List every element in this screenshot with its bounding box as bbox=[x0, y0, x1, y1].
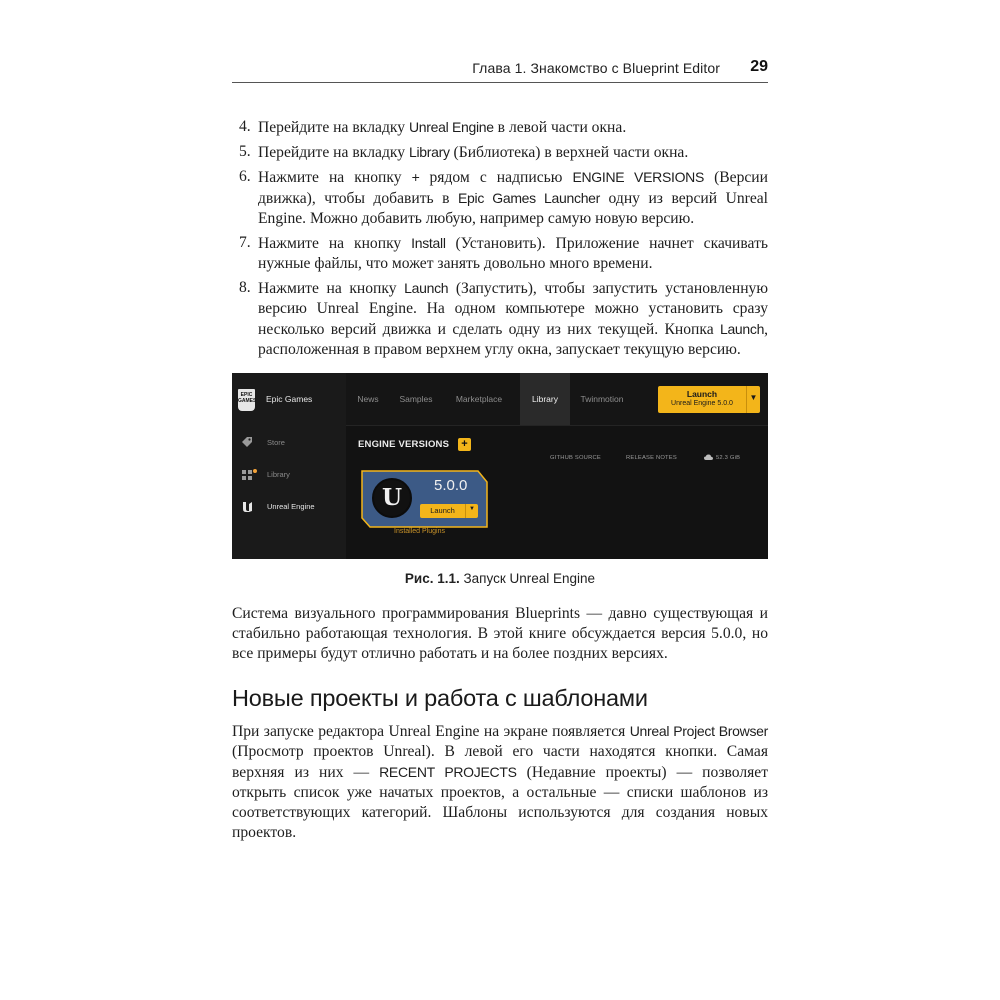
sidebar-item-store[interactable] bbox=[240, 435, 344, 453]
tab-news[interactable]: News bbox=[357, 394, 379, 404]
tab-twinmotion[interactable]: Twinmotion bbox=[580, 394, 624, 404]
grid-icon bbox=[240, 468, 254, 482]
epic-games-logo[interactable] bbox=[238, 389, 255, 411]
tab-library[interactable]: Library bbox=[520, 373, 570, 425]
ui-term: + bbox=[411, 169, 420, 185]
body-paragraph-2 bbox=[232, 721, 768, 843]
body-paragraph: Система визуального программирования Blueprints — давно существующая и стабильно работающая технология. В этой книге обсуждается версия 5.0.0, но все примеры будут отлично работать и на более поздних версиях. bbox=[232, 605, 768, 662]
step-number: 6. bbox=[239, 168, 251, 185]
caption-text: Запуск Unreal Engine bbox=[459, 571, 596, 586]
chapter-title: Глава 1. Знакомство с Blueprint Editor bbox=[472, 60, 720, 76]
text-run: (Недавние проекты) — позволяет открыть список уже начатых проектов, а остальные — списки шаблонов из соответствующих категорий. Шаблоны используются для создания новых проектов. bbox=[232, 764, 769, 841]
chevron-down-icon[interactable]: ▼ bbox=[749, 393, 758, 402]
figure-caption bbox=[232, 571, 768, 586]
ui-term: Install bbox=[411, 235, 446, 251]
sidebar-item-label: Store bbox=[267, 438, 285, 447]
launch-button[interactable] bbox=[658, 386, 760, 413]
launch-button-label: Launch bbox=[686, 389, 718, 399]
epic-logo-text: EPIC GAMES bbox=[238, 392, 257, 404]
sidebar-item-unreal-engine[interactable] bbox=[240, 499, 344, 517]
text-run: (Библиотека) в верхней части окна. bbox=[449, 144, 689, 161]
ui-term: Epic Games Launcher bbox=[458, 190, 601, 206]
text-run: (Версии движка), чтобы добавить в bbox=[258, 169, 768, 207]
launcher-brand: Epic Games bbox=[266, 394, 313, 404]
running-header bbox=[232, 58, 768, 83]
step-number: 8. bbox=[239, 279, 251, 296]
text-run: (Запустить), чтобы запустить установленную версию Unreal Engine. На одном компьютере можно установить сразу несколько версий движка и сделать одну из них текущей. Кнопка bbox=[258, 280, 768, 338]
text-run: одну из версий Unreal Engine. Можно добавить любую, например самую новую версию. bbox=[258, 190, 768, 227]
sidebar-item-label: Library bbox=[267, 470, 290, 479]
ui-term: Unreal Project Browser bbox=[629, 723, 769, 739]
text-run: Нажмите на кнопку bbox=[258, 280, 405, 297]
card-launch-button[interactable] bbox=[420, 504, 478, 518]
text-run: (Просмотр проектов Unreal). В левой его части находятся кнопки. Самая верхняя из них — bbox=[232, 743, 768, 781]
launcher-topbar bbox=[346, 373, 768, 426]
engine-version-number: 5.0.0 bbox=[434, 477, 468, 494]
sidebar-item-library[interactable] bbox=[240, 467, 344, 485]
ui-term: Launch bbox=[719, 321, 765, 337]
text-run: Перейдите на вкладку bbox=[258, 144, 409, 161]
engine-version-card[interactable] bbox=[360, 470, 488, 528]
text-run: , расположенная в правом верхнем углу окна, запускает текущую версию. bbox=[258, 321, 768, 358]
text-run: При запуске редактора Unreal Engine на экране появляется bbox=[232, 723, 630, 740]
chevron-down-icon[interactable]: ▼ bbox=[469, 506, 475, 512]
release-notes-link[interactable]: RELEASE NOTES bbox=[626, 455, 677, 461]
launcher-sidebar bbox=[232, 373, 346, 559]
text-run: в левой части окна. bbox=[493, 119, 627, 136]
installed-plugins-link[interactable]: Installed Plugins bbox=[394, 528, 445, 535]
launch-button-version: Unreal Engine 5.0.0 bbox=[671, 400, 733, 407]
unreal-engine-logo-icon: U bbox=[372, 478, 412, 518]
step-item bbox=[232, 142, 768, 163]
cloud-download-icon bbox=[704, 454, 713, 461]
tab-samples[interactable]: Samples bbox=[399, 394, 433, 404]
step-number: 7. bbox=[239, 234, 251, 251]
text-run: Нажмите на кнопку bbox=[258, 235, 412, 252]
step-number: 4. bbox=[239, 118, 251, 135]
caption-label: Рис. 1.1. bbox=[404, 571, 460, 586]
steps-list bbox=[232, 117, 768, 364]
step-item bbox=[232, 167, 768, 229]
engine-versions-title: ENGINE VERSIONS bbox=[358, 439, 450, 450]
ui-term: RECENT PROJECTS bbox=[379, 764, 517, 780]
ui-term: Unreal Engine bbox=[408, 119, 494, 135]
tab-marketplace[interactable]: Marketplace bbox=[455, 394, 503, 404]
section-heading: Новые проекты и работа с шаблонами bbox=[232, 685, 648, 711]
ui-term: Library bbox=[408, 144, 450, 160]
step-number: 5. bbox=[239, 143, 251, 160]
text-run: Перейдите на вкладку bbox=[258, 119, 409, 136]
figure-launcher-screenshot bbox=[232, 373, 768, 559]
notification-dot bbox=[253, 469, 257, 473]
text-run: рядом с надписью bbox=[419, 169, 573, 186]
step-item bbox=[232, 233, 768, 274]
unreal-logo-icon bbox=[240, 500, 254, 514]
install-size: 52.3 GiB bbox=[716, 455, 741, 461]
step-item bbox=[232, 117, 768, 138]
sidebar-item-label: Unreal Engine bbox=[267, 502, 315, 511]
text-run: (Установить). Приложение начнет скачивать нужные файлы, что может занять довольно много времени. bbox=[258, 235, 768, 272]
tag-icon bbox=[240, 436, 254, 450]
github-source-link[interactable]: GITHUB SOURCE bbox=[550, 455, 601, 461]
card-launch-label: Launch bbox=[430, 506, 455, 515]
add-engine-version-button[interactable]: + bbox=[458, 438, 471, 451]
page-number: 29 bbox=[750, 58, 768, 75]
text-run: Нажмите на кнопку bbox=[258, 169, 412, 186]
ui-term: Launch bbox=[404, 280, 449, 296]
ui-term: ENGINE VERSIONS bbox=[572, 169, 705, 185]
step-item bbox=[232, 278, 768, 360]
